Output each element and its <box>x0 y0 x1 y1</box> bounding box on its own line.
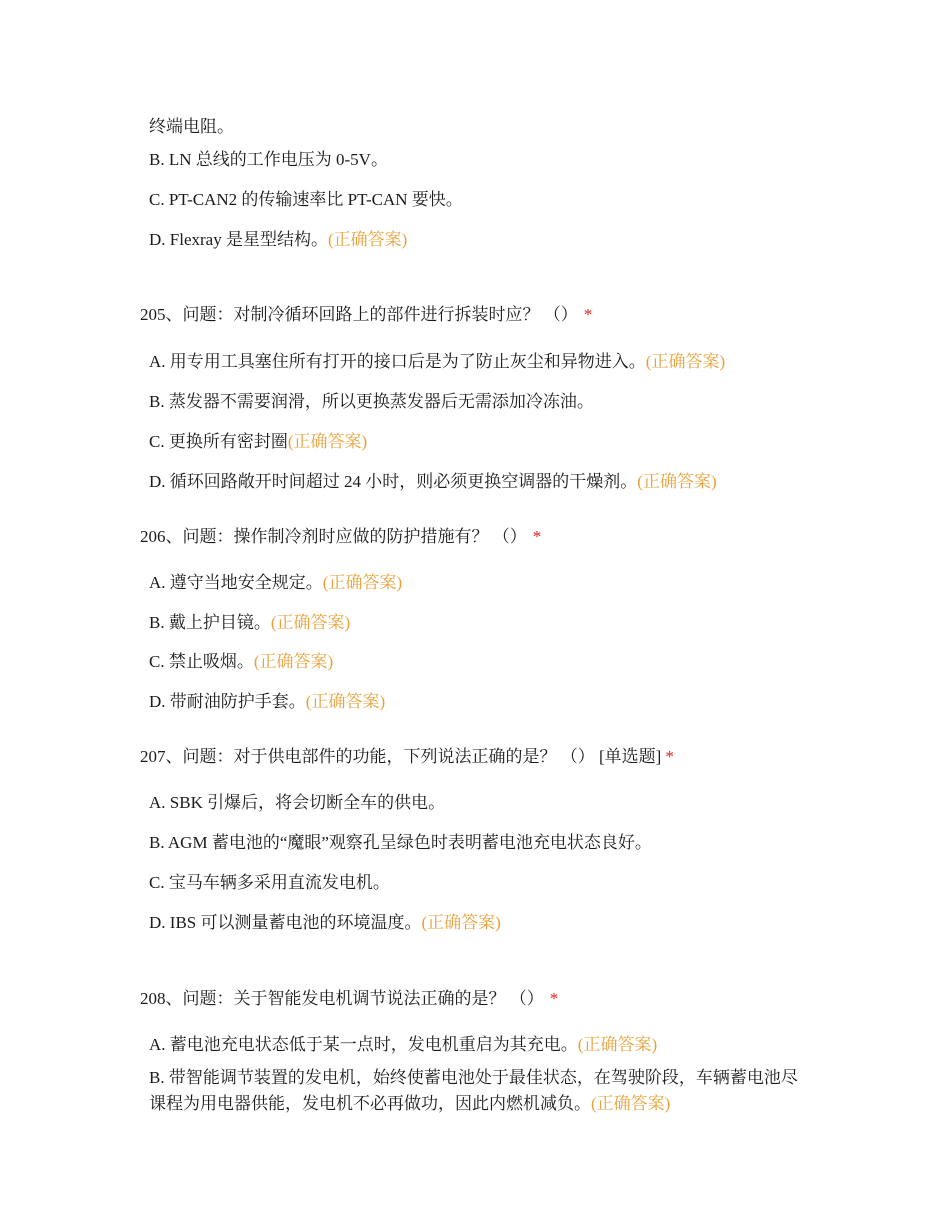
question-205-title: 205、问题：对制冷循环回路上的部件进行拆装时应？ （） * <box>140 305 593 324</box>
question-206-option-d: D. 带耐油防护手套。(正确答案) <box>149 692 386 711</box>
required-star: * <box>532 527 542 546</box>
correct-answer-mark: (正确答案) <box>637 472 717 491</box>
prev-option-d: D. Flexray 是星型结构。(正确答案) <box>149 230 408 249</box>
question-205-option-d: D. 循环回路敞开时间超过 24 小时，则必须更换空调器的干燥剂。(正确答案) <box>149 472 717 491</box>
question-206-option-b: B. 戴上护目镜。(正确答案) <box>149 613 351 632</box>
prev-option-c: C. PT-CAN2 的传输速率比 PT-CAN 要快。 <box>149 190 463 209</box>
correct-answer-mark: (正确答案) <box>305 692 386 711</box>
required-star: * <box>665 747 674 766</box>
question-208-option-b: B. 带智能调节装置的发电机，始终使蓄电池处于最佳状态，在驾驶阶段，车辆蓄电池尽课程为用电器供能，发电机不必再做功，因此内燃机减负。(正确答案) <box>149 1068 798 1113</box>
prev-question-tail: 终端电阻。 <box>149 117 234 136</box>
prev-option-b: B. LN 总线的工作电压为 0-5V。 <box>149 150 388 169</box>
question-207-option-d: D. IBS 可以测量蓄电池的环境温度。(正确答案) <box>149 913 501 932</box>
question-205-option-a: A. 用专用工具塞住所有打开的接口后是为了防止灰尘和异物进入。(正确答案) <box>149 352 726 371</box>
correct-answer-mark: (正确答案) <box>327 230 408 249</box>
question-207-title: 207、问题：对于供电部件的功能，下列说法正确的是？ （） [单选题] * <box>140 747 674 766</box>
correct-answer-mark: (正确答案) <box>421 913 501 932</box>
question-207-option-a: A. SBK 引爆后，将会切断全车的供电。 <box>149 793 446 812</box>
correct-answer-mark: (正确答案) <box>253 652 334 671</box>
question-207-option-b: B. AGM 蓄电池的“魔眼”观察孔呈绿色时表明蓄电池充电状态良好。 <box>149 833 652 852</box>
required-star: * <box>583 305 593 324</box>
question-207-option-c: C. 宝马车辆多采用直流发电机。 <box>149 873 390 892</box>
question-205-option-b: B. 蒸发器不需要润滑，所以更换蒸发器后无需添加冷冻油。 <box>149 392 594 411</box>
question-208-option-a: A. 蓄电池充电状态低于某一点时，发电机重启为其充电。(正确答案) <box>149 1035 658 1054</box>
required-star: * <box>549 989 559 1008</box>
question-208-title: 208、问题：关于智能发电机调节说法正确的是？ （） * <box>140 989 559 1008</box>
correct-answer-mark: (正确答案) <box>287 432 368 451</box>
question-206-option-c: C. 禁止吸烟。(正确答案) <box>149 652 334 671</box>
question-205-option-c: C. 更换所有密封圈(正确答案) <box>149 432 368 451</box>
correct-answer-mark: (正确答案) <box>322 573 403 592</box>
question-206-title: 206、问题：操作制冷剂时应做的防护措施有？ （） * <box>140 527 542 546</box>
correct-answer-mark: (正确答案) <box>577 1035 658 1054</box>
correct-answer-mark: (正确答案) <box>591 1094 671 1113</box>
correct-answer-mark: (正确答案) <box>645 352 726 371</box>
question-206-option-a: A. 遵守当地安全规定。(正确答案) <box>149 573 403 592</box>
correct-answer-mark: (正确答案) <box>270 613 351 632</box>
